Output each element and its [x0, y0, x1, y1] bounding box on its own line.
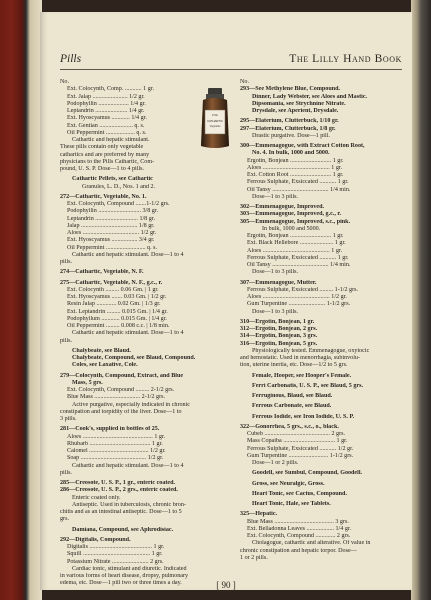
right-column-line: Ferrous Sulphate, Exsiccated ......... 1-1/2 grs.	[247, 286, 359, 293]
left-column-line: 275—Cathartic, Vegetable, N. F., g.c., r.	[60, 279, 163, 286]
right-column-line: Dipsomania, see Strychnine Nitrate.	[252, 100, 346, 107]
right-column-line: Ergotin, Bonjean ........................... 1 gr.	[247, 157, 344, 164]
left-column-line: pills.	[60, 469, 73, 476]
left-column-line: Soap ........................................... 1/2 gr.	[67, 455, 164, 462]
right-column-line: and hemostatic. Used in menorrhagia, subinvolu-	[240, 355, 360, 361]
left-column-line: 272—Cathartic, Vegetable, No. 1.	[60, 193, 147, 200]
right-column-line: Blue Mass ....................................... 3 grs.	[247, 518, 349, 525]
bottle-label-line1: Pills	[212, 113, 218, 117]
book-title: The Lilly Hand Book	[289, 53, 402, 65]
right-column-line: 322—Gonorrhea, 5 grs., s.c., o., black.	[240, 423, 339, 430]
left-column-line: Ext. Hyoscyamus ................. 3/4 gr.	[67, 237, 155, 244]
right-column-line: Mass Copaiba .................................. 1 gr.	[247, 438, 348, 445]
left-column-line: grs.	[60, 516, 69, 523]
right-column-line: Drastic purgative. Dose—1 pill.	[252, 132, 330, 139]
right-column-line: Ferrous Sulphate, Exsiccated ........... 1 gr.	[247, 179, 349, 186]
right-column-line: 1 or 2 pills.	[240, 554, 268, 561]
right-column-line: Gross, see Neuralgic, Gross.	[252, 480, 325, 487]
right-column-line: Ferrous Iodide, see Iron Iodide, U. S. P.	[252, 413, 355, 420]
right-column-line: 316—Ergotin, Bonjean, 5 grs.	[240, 340, 318, 347]
section-title: Pills	[60, 53, 82, 65]
left-column-line: Cathartic and hepatic stimulant. Dose—1 to 4	[72, 330, 184, 337]
right-column-line: Cholagogue, cathartic and alterative. Of value in	[252, 540, 371, 547]
left-column-line: Cardiac tonic, stimulant and diuretic. Indicated	[72, 565, 187, 572]
pill-bottle-image	[197, 88, 233, 150]
left-column-line: Coles, see Laxative, Cole.	[72, 362, 138, 369]
left-column-line: Chalybeate, see Blaud.	[72, 347, 131, 354]
right-column-line: No.	[240, 79, 249, 85]
right-column-line: Dinner, Lady Webster, see Aloes and Mastic.	[252, 93, 368, 100]
left-column-line: Podophyllin ............................ 3/8 gr.	[67, 208, 159, 215]
left-column-line: Ext. Hyoscyamus ............ 1/4 gr.	[67, 115, 147, 122]
right-column-line: Ferri Carbonatis, U. S. P., see Blaud, 5 grs.	[252, 382, 363, 389]
right-column-line: 303—Emmenagogue, Improved, g.c., r.	[240, 211, 342, 218]
right-column-line: Drysdale, see Aperient, Drysdale.	[252, 108, 339, 114]
left-column-line: Ext. Jalap ....................... 1/2 gr.	[67, 93, 145, 100]
left-column-line: Ext. Leptandrin ......... 0.015 Gm. | 1/4 gr.	[67, 308, 168, 315]
left-column-line: Aloes .............................................. 1 gr.	[67, 433, 166, 440]
left-column-line: Oil Peppermint .......................... q. s.	[67, 244, 158, 251]
left-column-line: physicians to the Pills Cathartic, Com-	[60, 158, 155, 165]
right-column-line: Dose—1 to 3 pills.	[252, 269, 299, 276]
right-column-line: Oil Tansy ..................................... 1/4 min.	[247, 186, 351, 193]
right-column-line: Female, Hooper, see Hooper's Female.	[252, 372, 352, 379]
left-column-line: Podophyllum ............ 0.015 Gm. | 1/4 gr.	[67, 315, 167, 322]
left-column-line: Cathartic and hepatic stimulant. Dose—1 to 4	[72, 251, 184, 258]
left-column-line: pills.	[60, 259, 73, 265]
right-column-line: Cubeb ........................................... 2 grs.	[247, 431, 346, 437]
left-column-line: Oil Peppermint ......... 0.008 c.c. | 1/8 min.	[67, 323, 170, 329]
left-column-line: Squill ............................................ 1 gr.	[67, 551, 163, 558]
right-column-line: Gum Turpentine ........................ 1-1/2 grs.	[247, 301, 351, 308]
left-column-line: Cathartic and hepatic stimulant.	[72, 137, 150, 143]
right-column-line: Ext. Colocynth, Compound ............. 2 grs.	[247, 533, 351, 539]
left-column-line: 3 pills.	[60, 416, 77, 422]
left-column-line: Resin Jalap ............. 0.02 Gm. | 1/3 gr.	[67, 301, 161, 308]
right-column-line: Dose—1 to 3 pills.	[252, 193, 299, 200]
left-column-line: 281—Cook's, supplied in bottles of 25.	[60, 426, 160, 433]
right-column-line: Ergotin, Bonjean ........................... 1 gr.	[247, 233, 344, 239]
left-column-line: pound, U. S. P. Dose—1 to 4 pills.	[60, 166, 144, 172]
right-column-line: Ext. Belladonna Leaves .................. 1/4 gr.	[247, 525, 352, 532]
left-column-line: Leptandrin ............................ 1/8 gr.	[67, 215, 156, 222]
left-column-line: Cathartic Pellets, see Cathartic	[72, 176, 153, 183]
page-number: [ 90 ]	[216, 580, 236, 590]
left-column-line: Ext. Colocynth, Compound .......1-1/2 grs.	[67, 201, 170, 207]
right-column-line: In bulk, 1000 and 5000.	[262, 225, 321, 232]
left-column-line: Podophyllin .................... 1/4 gr.	[67, 100, 146, 107]
right-column-line: 293—See Methylene Blue, Compound.	[240, 86, 341, 93]
right-column-line: 300—Emmenagogue, with Extract Cotton Root,	[240, 143, 365, 149]
right-column-line: 307—Emmenagogue, Mutter.	[240, 279, 317, 286]
right-column-line: Dose—1 or 2 pills.	[252, 460, 299, 466]
right-column-line: Dose—1 to 3 pills.	[252, 308, 299, 315]
right-column-line: Heart Tonic, see Cactus, Compound.	[252, 490, 347, 497]
right-column-line: 325—Hepatic.	[240, 511, 278, 518]
right-column-line: Physiologically tested. Emmenagogue, oxytocic	[252, 347, 370, 354]
left-column-line: Blue Mass .............................. 2-1/2 grs.	[67, 394, 166, 401]
left-column-line: Cathartic and hepatic stimulant. Dose—1 to 4	[72, 462, 184, 469]
left-column-line: Rhubarb ........................................ 1 gr.	[67, 440, 163, 447]
right-column-line: Heart Tonic, Hale, see Tablets.	[252, 501, 331, 507]
left-column-line: cathartics and are preferred by many	[60, 151, 150, 158]
left-column-line: edema, etc. Dose—1 pill two or three times a day.	[60, 580, 182, 587]
left-column-line: Digitalis ......................................... 1 gr.	[67, 544, 165, 550]
left-column-line: Ext. Colocynth, Comp. ........... 1 gr.	[67, 86, 155, 93]
right-column-line: Ferrous Sulphate, Exsiccated ........... 1 gr.	[247, 254, 349, 261]
right-column-line: 312—Ergotin, Bonjean, 2 grs.	[240, 326, 318, 332]
right-column-line: chronic constipation and hepatic torpor. Dose—	[240, 547, 357, 554]
right-column-line: Goodell, see Sumbul, Compound, Goodell.	[252, 470, 363, 477]
left-column-line: 292—Digitalis, Compound.	[60, 536, 131, 543]
left-column-line: Jalap ..................................... 1/8 gr.	[67, 222, 155, 229]
right-column-line: Ext. Cotton Root ........................... 1 gr.	[247, 172, 344, 178]
right-column-line: 310—Ergotin, Bonjean, 1 gr.	[240, 318, 315, 325]
right-column-line: Ferruginous, Blaud, see Blaud.	[252, 393, 333, 399]
left-column-line: Oil Peppermint ................... q. s.	[67, 129, 147, 136]
right-column-line: 297—Elaterium, Clutterbuck, 1/8 gr.	[240, 125, 336, 132]
left-column-line: Enteric coated only.	[72, 494, 121, 501]
left-column-line: Antiseptic. Used in tuberculosis, chronic bron-	[72, 501, 186, 508]
left-column-line: Ext. Colocynth, Compound ......... 2-1/2 grs.	[67, 387, 175, 393]
left-column-line: Leptandrin ..................... 1/4 gr.	[67, 108, 145, 114]
left-column-line: Ext. Gentian ...................... q. s.	[67, 122, 145, 129]
right-column-line: Gum Turpentine .......................... 1-1/2 grs.	[247, 452, 354, 459]
bottle-label-line3: Vegetable	[209, 125, 221, 128]
right-column-line: Aloes ............................................ 1/2 gr.	[247, 294, 347, 300]
right-column-line: 305—Emmenagogue, Improved, s.c., pink.	[240, 218, 351, 225]
left-column-line: 279—Colocynth, Compound, Extract, and Blue	[60, 372, 184, 379]
left-column-line: Chalybeate, Compound, see Blaud, Compound.	[72, 355, 196, 361]
left-column-line: No.	[60, 79, 69, 85]
left-column-line: 274—Cathartic, Vegetable, N. F.	[60, 269, 144, 276]
page-header	[60, 53, 402, 70]
left-column-line: 285—Creosote, U. S. P., 1 gr., enteric coated.	[60, 480, 176, 486]
left-column-line: Mass, 5 grs.	[72, 379, 103, 386]
book-page	[40, 12, 412, 590]
right-column-line: 295—Elaterium, Clutterbuck, 1/10 gr.	[240, 118, 339, 125]
left-column-line: Active purgative, especially indicated in chronic	[72, 401, 190, 408]
left-column-line: Ext. Colocynth ......... 0.06 Gm. | 1 gr.	[67, 286, 159, 293]
left-column-line: Damiana, Compound, see Aphrodisiac.	[72, 526, 174, 533]
book-spine-edge	[0, 0, 42, 600]
left-column-line: pills.	[60, 337, 73, 344]
left-column-line: Granules, L. D., Nos. 1 and 2.	[82, 183, 156, 190]
right-column-line: Aloes ............................................ 1 gr.	[247, 247, 343, 254]
right-column-line: Ext. Black Hellebore ...................... 1 gr.	[247, 240, 346, 247]
left-column-line: Calomel ....................................... 1/2 gr.	[67, 448, 166, 454]
left-column-line: chitis and as an intestinal antiseptic. Dose—1 to 5	[60, 509, 182, 515]
right-column-line: tion, uterine inertia, etc. Dose—1/2 to 5 grs.	[240, 362, 348, 369]
bottle-label-line2: CATHARTIC	[207, 119, 223, 123]
right-column	[240, 79, 415, 562]
left-column-line: Ext. Hyoscyamus ....... 0.03 Gm. | 1/2 gr.	[67, 294, 167, 300]
right-column-line: Aloes ............................................ 1 gr.	[247, 164, 343, 171]
right-column-line: No. 4. In bulk, 1000 and 5000.	[252, 150, 330, 157]
right-column-line: Ferrous Carbonate, see Blaud.	[252, 403, 332, 410]
right-column-line: 314—Ergotin, Bonjean, 3 grs.	[240, 333, 318, 340]
left-column-line: Aloes ..................................... 1/2 gr.	[67, 230, 157, 236]
right-column-line: Oil Tansy ..................................... 1/4 min.	[247, 262, 351, 268]
left-column-line: in various forms of heart disease, dropsy, pulmonary	[60, 573, 189, 579]
right-column-line: Ferrous Sulphate, Exsiccated ........... 1/2 gr.	[247, 445, 354, 452]
left-column-line: 286—Creosote, U. S. P., 2 grs., enteric coated.	[60, 487, 178, 494]
left-column-line: Potassium Nitrate ........................ 2 grs.	[67, 558, 164, 565]
left-column-line: constipation and torpidity of the liver. Dose—1 to	[60, 408, 182, 415]
left-column	[60, 79, 235, 588]
right-column-line: 302—Emmenagogue, Improved.	[240, 204, 325, 210]
left-column-line: These pills contain only vegetable	[60, 144, 144, 151]
